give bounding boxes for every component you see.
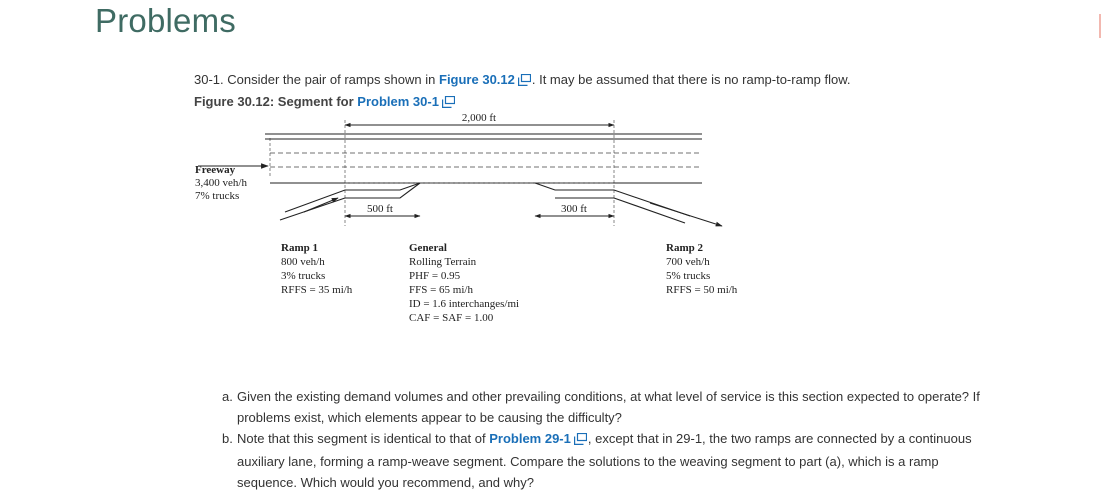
question-b-text-start: Note that this segment is identical to that of bbox=[237, 431, 486, 446]
left-ramp-length-label: 500 ft bbox=[367, 203, 393, 215]
ramp1-annotation bbox=[281, 242, 353, 296]
page-title: Problems bbox=[95, 2, 236, 39]
svg-text:Ramp 1: Ramp 1 bbox=[281, 242, 318, 254]
total-length-dimension bbox=[345, 112, 614, 125]
problem-intro-end: . It may be assumed that there is no ramp-to-ramp flow. bbox=[531, 72, 851, 87]
svg-text:PHF = 0.95: PHF = 0.95 bbox=[409, 270, 461, 282]
svg-text:700 veh/h: 700 veh/h bbox=[666, 256, 710, 268]
ramp-length-dimension-left bbox=[345, 203, 420, 216]
svg-text:800 veh/h: 800 veh/h bbox=[281, 256, 325, 268]
problem-30-1-link[interactable]: Problem 30-1 bbox=[357, 94, 439, 109]
segment-figure bbox=[190, 108, 770, 334]
svg-text:FFS = 65 mi/h: FFS = 65 mi/h bbox=[409, 284, 473, 296]
on-ramp-flow-arrow bbox=[304, 198, 338, 212]
external-link-icon[interactable] bbox=[518, 74, 531, 89]
svg-text:Rolling Terrain: Rolling Terrain bbox=[409, 256, 477, 268]
svg-text:3,400 veh/h: 3,400 veh/h bbox=[195, 177, 247, 189]
question-a-text: Given the existing demand volumes and other prevailing conditions, at what level of service is this section expected to operate? If problems exist, which elements appear to be causing the difficulty? bbox=[237, 389, 980, 425]
problem-intro: Consider the pair of ramps shown in bbox=[227, 72, 436, 87]
svg-text:5% trucks: 5% trucks bbox=[666, 270, 711, 282]
question-a-label: a. bbox=[222, 389, 233, 404]
general-annotation bbox=[409, 242, 519, 324]
freeway-annotation bbox=[195, 164, 247, 202]
right-ramp-length-label: 300 ft bbox=[561, 203, 587, 215]
ramp-geometry bbox=[280, 183, 690, 223]
question-list bbox=[222, 386, 992, 493]
svg-text:3% trucks: 3% trucks bbox=[281, 270, 326, 282]
figure-link[interactable]: Figure 30.12 bbox=[439, 72, 515, 87]
ramp2-annotation bbox=[666, 242, 738, 296]
svg-text:Freeway: Freeway bbox=[195, 164, 236, 176]
ramp-length-dimension-right bbox=[535, 203, 614, 216]
question-b-label: b. bbox=[222, 431, 233, 446]
question-b bbox=[222, 428, 992, 493]
total-length-label: 2,000 ft bbox=[461, 112, 497, 124]
svg-text:ID = 1.6 interchanges/mi: ID = 1.6 interchanges/mi bbox=[409, 298, 520, 310]
problem-statement bbox=[194, 72, 851, 89]
svg-text:General: General bbox=[409, 242, 447, 254]
svg-text:RFFS = 35 mi/h: RFFS = 35 mi/h bbox=[281, 284, 353, 296]
question-a bbox=[222, 386, 992, 428]
freeway-roadway bbox=[265, 134, 702, 183]
problem-29-1-link[interactable]: Problem 29-1 bbox=[489, 431, 571, 446]
external-link-icon[interactable] bbox=[574, 430, 587, 451]
problem-number: 30-1. bbox=[194, 72, 224, 87]
svg-text:CAF = SAF = 1.00: CAF = SAF = 1.00 bbox=[409, 312, 494, 324]
figure-caption-prefix: Figure 30.12: Segment for bbox=[194, 94, 354, 109]
svg-text:Ramp 2: Ramp 2 bbox=[666, 242, 703, 254]
question-b-text-end: , except that in 29-1, the two ramps are connected by a continuous auxiliary lane, forming a ramp-weave segment. Compare the solutions to the weaving segment to part (a), which is a ramp sequence. Which would you recommend, and why? bbox=[237, 431, 972, 490]
svg-text:RFFS = 50 mi/h: RFFS = 50 mi/h bbox=[666, 284, 738, 296]
svg-text:7% trucks: 7% trucks bbox=[195, 190, 240, 202]
